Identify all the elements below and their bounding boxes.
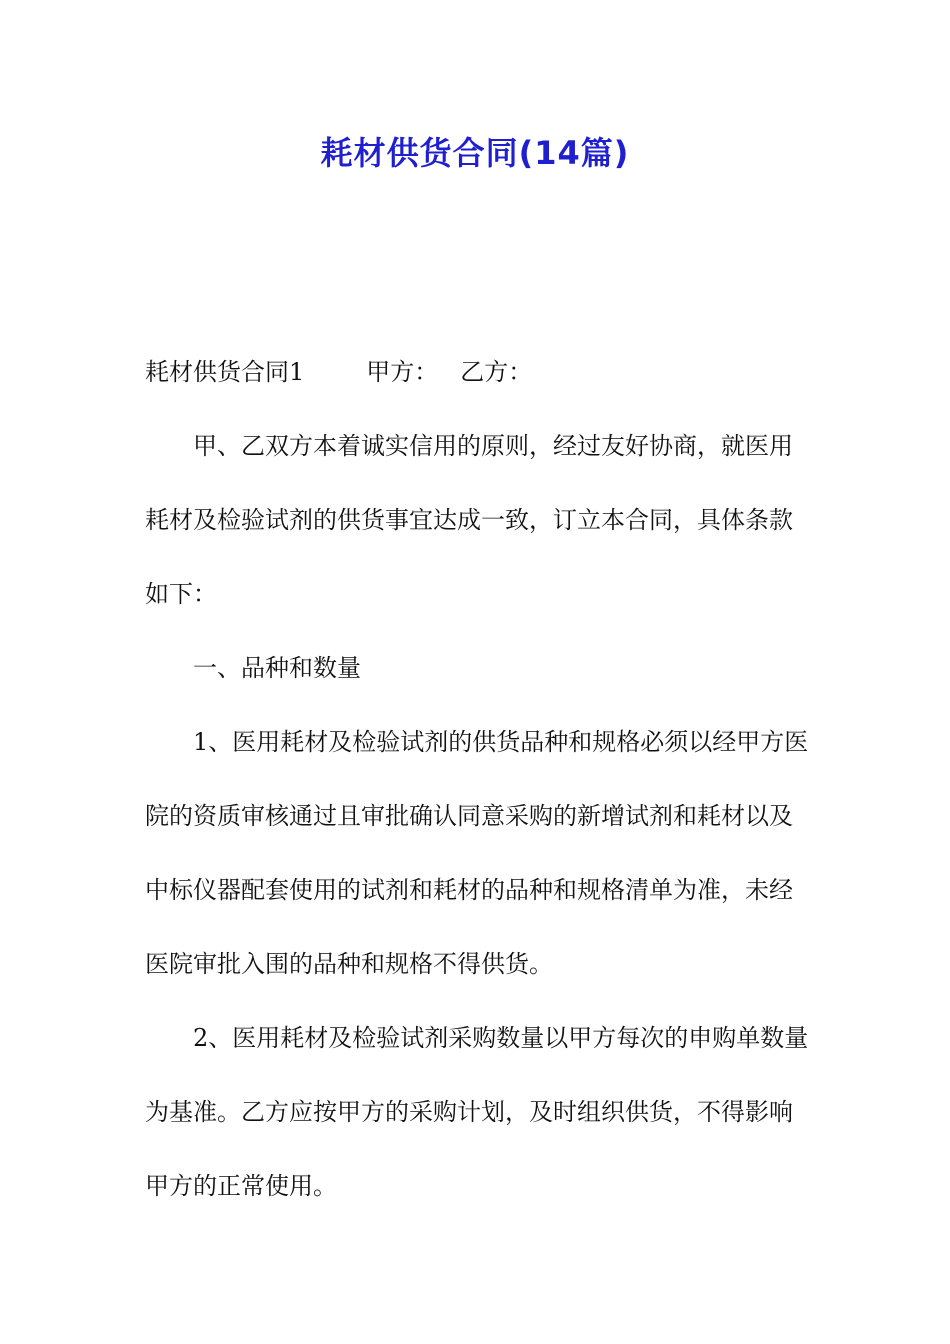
contract-header-line — [145, 335, 810, 409]
text-line: 医院审批入围的品种和规格不得供货。 — [145, 950, 553, 978]
text-line: 中标仪器配套使用的试剂和耗材的品种和规格清单为准，未经 — [145, 876, 793, 904]
text-line: 耗材及检验试剂的供货事宜达成一致，订立本合同，具体条款 — [145, 506, 793, 534]
text-line: 院的资质审核通过且审批确认同意采购的新增试剂和耗材以及 — [145, 802, 793, 830]
text-line: 甲方的正常使用。 — [145, 1172, 337, 1200]
document-title: 耗材供货合同(14篇) — [320, 134, 630, 172]
text-line: 1、医用耗材及检验试剂的供货品种和规格必须以经甲方医 — [193, 728, 809, 756]
clause-item-1 — [145, 705, 810, 1001]
intro-paragraph — [145, 409, 810, 631]
text-line: 如下： — [145, 580, 217, 608]
party-a-label: 甲方： — [366, 358, 439, 386]
text-line: 甲、乙双方本着诚实信用的原则，经过友好协商，就医用 — [193, 432, 793, 460]
party-b-label: 乙方： — [460, 358, 533, 386]
text-line: 2、医用耗材及检验试剂采购数量以甲方每次的申购单数量 — [193, 1024, 809, 1052]
section-heading-1: 一、品种和数量 — [193, 654, 361, 682]
contract-heading: 耗材供货合同1 — [145, 358, 305, 386]
document-body — [145, 335, 810, 1223]
clause-item-2 — [145, 1001, 810, 1223]
text-line: 为基准。乙方应按甲方的采购计划，及时组织供货，不得影响 — [145, 1098, 793, 1126]
